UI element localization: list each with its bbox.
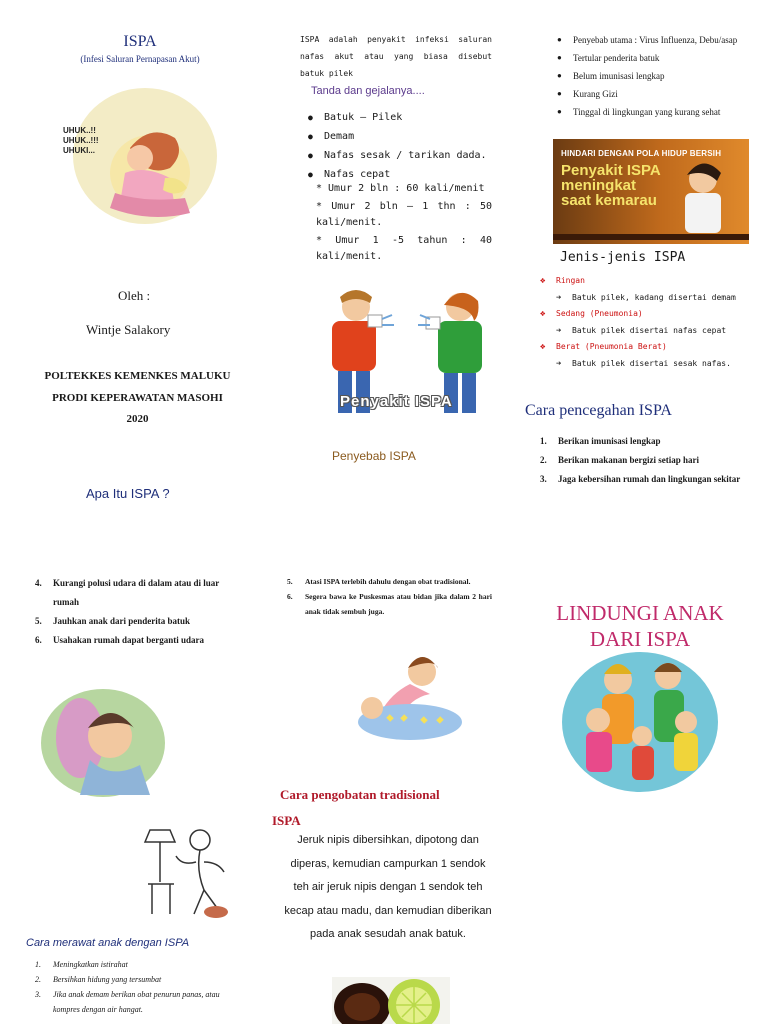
list-item: 4. Kurangi polusi udara di dalam atau di luar rumah [35,578,220,607]
list-item: ● Penyebab utama : Virus Influenza, Debu/asap [557,31,744,49]
what-is-ispa-heading: Apa Itu ISPA ? [86,486,170,501]
type-name: ❖ Sedang (Pneumonia) [540,306,755,323]
list-item: 2. Bersihkan hidung yang tersumbat [35,975,162,984]
types-heading: Jenis-jenis ISPA [560,250,686,265]
care-heading: Cara merawat anak dengan ISPA [26,937,190,949]
coughing-child-illustration [55,78,220,228]
mother-care-illustration [352,652,470,748]
list-item: 5. Atasi ISPA terlebih dahulu dengan obat tradisional. [287,577,471,586]
traditional-treatment-heading: Cara pengobatan tradisional ISPA [272,787,440,828]
person-lamp-sketch [130,822,250,922]
family-illustration [558,650,723,798]
type-name: ❖ Berat (Pneumonia Berat) [540,339,755,356]
prevention-list [540,432,760,489]
brochure-subtitle: (Infesi Saluran Pernapasan Akut) [80,54,200,64]
signs-list [308,108,493,184]
author-label: Oleh : [118,288,151,303]
list-item: 5. Jauhkan anak dari penderita batuk [35,616,191,626]
cause-heading: Penyebab ISPA [332,449,416,463]
list-item: 3. Jaga kebersihan rumah dan lingkungan sekitar [540,474,741,484]
cough-sound-text: UHUK..!! UHUK..!!! UHUKI... [63,126,99,155]
list-item: 1. Meningkatkan istirahat [35,960,128,969]
prevention-list-continued [35,574,245,650]
list-item: 3. Jika anak demam berikan obat penurun panas, atau kompres dengan air hangat. [35,990,220,1014]
brochure-title: ISPA [123,33,157,50]
banner-headline: Penyakit ISPA meningkat saat kemarau [561,162,661,209]
image-caption: Penyakit ISPA [340,393,453,410]
signs-heading: Tanda dan gejalanya.... [311,85,425,97]
ispa-definition: ISPA adalah penyakit infeksi saluran nafas akut atau yang biasa disebut batuk pilek [300,35,492,78]
prevention-heading: Cara pencegahan ISPA [525,402,672,419]
list-item: ● Belum imunisasi lengkap [557,67,744,85]
rate-line: * Umur 2 bln : 60 kali/menit [316,183,485,194]
rate-line: * Umur 2 bln – 1 thn : 50 kali/menit. [316,201,492,228]
lime-soysauce-image [332,977,450,1024]
year-label: 2020 [126,413,149,425]
care-list [35,957,247,1017]
traditional-treatment-text: Jeruk nipis dibersihkan, dipotong dan diperas, kemudian campurkan 1 sendok teh air jeruk nipis dengan 1 sendok teh kecap atau madu, dan kemudian diberikan pada anak sesudah anak batuk. [284,834,492,940]
type-name: ❖ Ringan [540,273,755,290]
type-desc: ➔ Batuk pilek, kadang disertai demam [556,290,755,307]
causes-list [557,31,744,121]
banner-top-text: HINDARI DENGAN POLA HIDUP BERSIH [561,149,722,158]
list-item: ● Nafas cepat [308,165,493,184]
ispa-banner-image [553,139,749,244]
author-name: Wintje Salakory [86,322,171,337]
list-item: ● Tertular penderita batuk [557,49,744,67]
program-name: PRODI KEPERAWATAN MASOHI [52,392,223,404]
list-item: ● Nafas sesak / tarikan dada. [308,146,493,165]
list-item: ● Batuk – Pilek [308,108,493,127]
list-item: ● Demam [308,127,493,146]
types-list [540,273,755,372]
list-item: 1. Berikan imunisasi lengkap [540,436,661,446]
rate-line: * Umur 1 -5 tahun : 40 kali/menit. [316,235,492,262]
list-item: 2. Berikan makanan bergizi setiap hari [540,455,700,465]
care-list-continued [287,574,492,619]
list-item: 6. Usahakan rumah dapat berganti udara [35,635,205,645]
closing-headline: LINDUNGI ANAK DARI ISPA [556,601,724,651]
list-item: ● Kurang Gizi [557,85,744,103]
sick-child-illustration [40,688,166,798]
list-item: 6. Segera bawa ke Puskesmas atau bidan jika dalam 2 hari anak tidak sembuh juga. [287,592,492,616]
type-desc: ➔ Batuk pilek disertai sesak nafas. [556,356,755,373]
institution-name: POLTEKKES KEMENKES MALUKU [44,370,231,382]
type-desc: ➔ Batuk pilek disertai nafas cepat [556,323,755,340]
breathing-rates [316,181,492,265]
sneezing-people-illustration [318,285,493,420]
list-item: ● Tinggal di lingkungan yang kurang sehat [557,103,744,121]
